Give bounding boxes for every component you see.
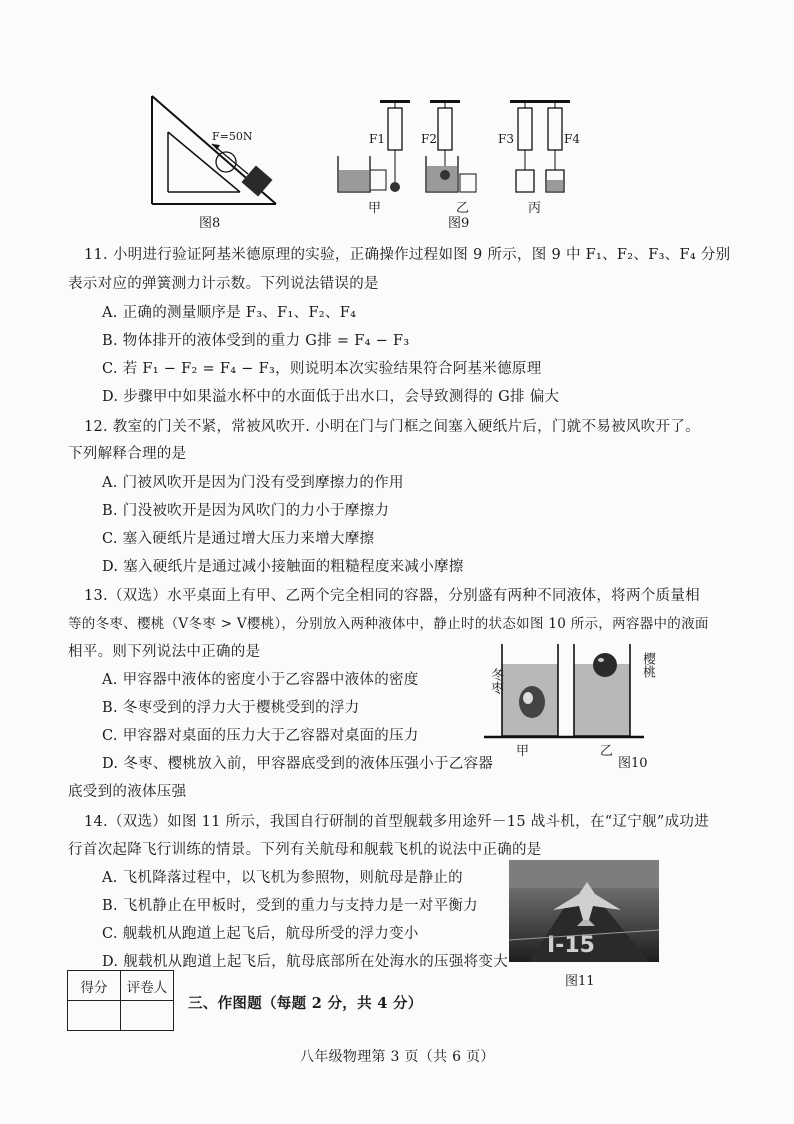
q14-option-c: C. 舰载机从跑道上起飞后，航母所受的浮力变小 bbox=[102, 926, 419, 942]
q11-stem-line1: 11. 小明进行验证阿基米德原理的实验，正确操作过程如图 9 所示，图 9 中 F₁、F₂、F₃、F₄ 分别 bbox=[84, 247, 731, 263]
figure-8-incline bbox=[140, 92, 290, 217]
q11-option-b: B. 物体排开的液体受到的重力 G排 = F₄ − F₃ bbox=[102, 333, 410, 349]
fig9-group-jia: 甲 bbox=[368, 201, 382, 216]
fig9-group-bing: 丙 bbox=[528, 201, 542, 216]
q12-option-a: A. 门被风吹开是因为门没有受到摩擦力的作用 bbox=[102, 475, 404, 491]
fig10-caption: 图10 bbox=[618, 756, 648, 771]
grader-cell[interactable] bbox=[121, 1001, 174, 1031]
q12-stem-line2: 下列解释合理的是 bbox=[68, 446, 187, 462]
q14-option-a: A. 飞机降落过程中，以飞机为参照物，则航母是静止的 bbox=[102, 870, 463, 886]
fig9-label-f4: F4 bbox=[564, 132, 580, 146]
q13-option-d: D. 冬枣、樱桃放入前，甲容器底受到的液体压强小于乙容器 bbox=[102, 756, 494, 772]
q13-stem-line2: 等的冬枣、樱桃（V冬枣 > V樱桃），分别放入两种液体中，静止时的状态如图 10 所示，两容器中的液面 bbox=[68, 616, 709, 632]
q13-option-b: B. 冬枣受到的浮力大于樱桃受到的浮力 bbox=[102, 700, 360, 716]
page-footer: 八年级物理第 3 页（共 6 页） bbox=[300, 1049, 495, 1065]
q13-stem-line3: 相平。则下列说法中正确的是 bbox=[68, 644, 261, 660]
q11-option-d: D. 步骤甲中如果溢水杯中的水面低于出水口，会导致测得的 G排 偏大 bbox=[102, 389, 560, 405]
section-3-title: 三、作图题（每题 2 分，共 4 分） bbox=[188, 995, 423, 1012]
fig10-label-cherry: 樱桃 bbox=[640, 652, 655, 678]
q11-stem-line2: 表示对应的弹簧测力计示数。下列说法错误的是 bbox=[68, 276, 379, 292]
q14-option-d: D. 舰载机从跑道上起飞后，航母底部所在处海水的压强将变大 bbox=[102, 954, 509, 970]
q11-option-a: A. 正确的测量顺序是 F₃、F₁、F₂、F₄ bbox=[102, 305, 357, 321]
fig8-caption: 图8 bbox=[199, 216, 221, 231]
q11-option-c: C. 若 F₁ − F₂ = F₄ − F₃，则说明本次实验结果符合阿基米德原理 bbox=[102, 361, 542, 377]
q13-option-a: A. 甲容器中液体的密度小于乙容器中液体的密度 bbox=[102, 672, 419, 688]
fig9-label-f2: F2 bbox=[421, 132, 437, 146]
q14-stem-line1: 14.（双选）如图 11 所示，我国自行研制的首型舰载多用途歼－15 战斗机，在“辽宁舰”成功进 bbox=[84, 814, 710, 830]
fig10-label-jujube: 冬枣 bbox=[488, 668, 503, 694]
q12-option-d: D. 塞入硬纸片是通过减小接触面的粗糙程度来减小摩擦 bbox=[102, 559, 464, 575]
q14-stem-line2: 行首次起降飞行训练的情景。下列有关航母和舰载飞机的说法中正确的是 bbox=[68, 842, 542, 858]
fig9-label-f1: F1 bbox=[369, 132, 385, 146]
fig9-group-yi: 乙 bbox=[456, 201, 470, 216]
fig11-caption: 图11 bbox=[565, 974, 595, 989]
grader-header: 评卷人 bbox=[121, 971, 174, 1001]
q12-option-b: B. 门没被吹开是因为风吹门的力小于摩擦力 bbox=[102, 503, 390, 519]
q12-stem-line1: 12. 教室的门关不紧，常被风吹开. 小明在门与门框之间塞入硬纸片后，门就不易被风吹开了。 bbox=[84, 419, 700, 435]
q14-option-b: B. 飞机静止在甲板时，受到的重力与支持力是一对平衡力 bbox=[102, 898, 478, 914]
score-cell[interactable] bbox=[68, 1001, 121, 1031]
score-header: 得分 bbox=[68, 971, 121, 1001]
fig9-caption: 图9 bbox=[448, 216, 470, 231]
q13-option-c: C. 甲容器对桌面的压力大于乙容器对桌面的压力 bbox=[102, 728, 419, 744]
score-box bbox=[67, 970, 174, 1031]
fig10-label-jia: 甲 bbox=[516, 744, 530, 759]
figure-9-spring-scales bbox=[330, 96, 590, 201]
fig8-force-label: F=50N bbox=[212, 130, 253, 143]
q12-option-c: C. 塞入硬纸片是通过增大压力来增大摩擦 bbox=[102, 531, 375, 547]
q13-option-d-continued: 底受到的液体压强 bbox=[68, 784, 187, 800]
figure-11-jet-photo bbox=[509, 860, 659, 962]
q13-stem-line1: 13.（双选）水平桌面上有甲、乙两个完全相同的容器，分别盛有两种不同液体，将两个质量相 bbox=[84, 588, 700, 604]
fig9-label-f3: F3 bbox=[498, 132, 514, 146]
svg-text:I-15: I-15 bbox=[547, 933, 595, 958]
fig10-label-yi: 乙 bbox=[600, 744, 614, 759]
